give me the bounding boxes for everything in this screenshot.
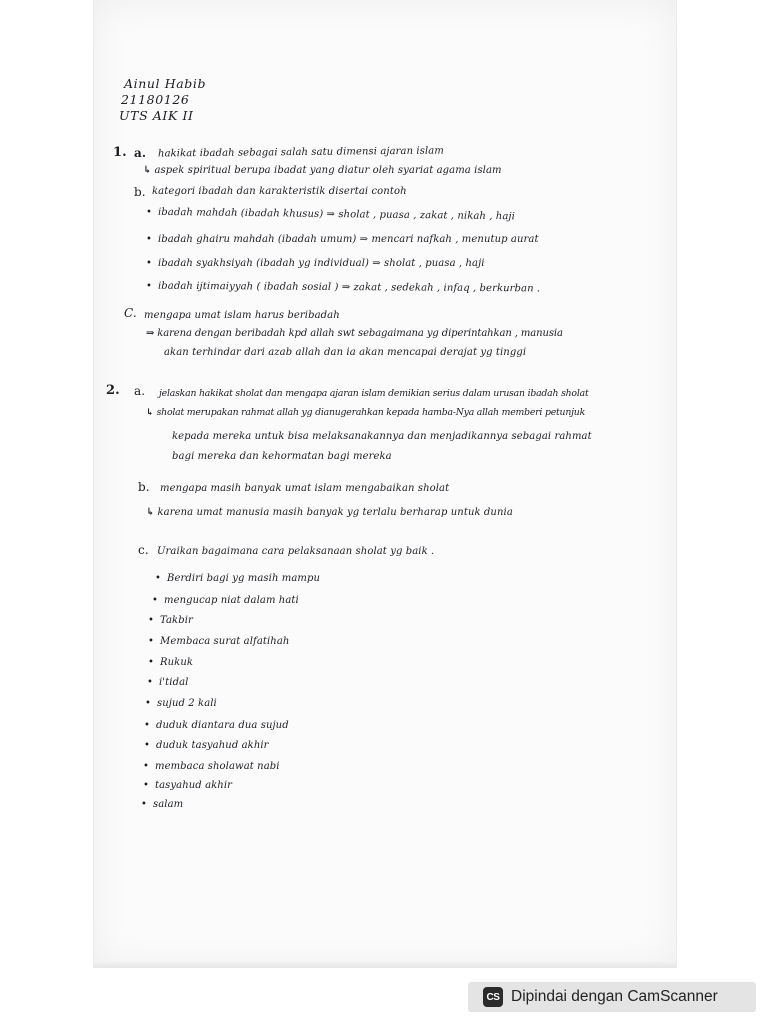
q2-a-answer-line-3: bagi mereka dan kehormatan bagi mereka bbox=[172, 451, 392, 462]
exam-title: UTS AIK II bbox=[119, 108, 194, 123]
q1-b-item: • ibadah syakhsiyah (ibadah yg individual) ⇒ sholat , puasa , haji bbox=[146, 257, 485, 271]
camscanner-logo-icon: CS bbox=[483, 987, 503, 1007]
q2-a-label: a. bbox=[134, 384, 146, 398]
q2-c-step: • Rukuk bbox=[148, 656, 193, 670]
q1-c-answer-line-2: akan terhindar dari azab allah dan ia akan mencapai derajat yg tinggi bbox=[164, 347, 527, 358]
q2-c-step: • tasyahud akhir bbox=[143, 779, 232, 793]
question-1-number: 1. bbox=[113, 145, 127, 160]
q2-a-answer-line-1: ↳ sholat merupakan rahmat allah yg dianugerahkan kepada hamba-Nya allah memberi petunjuk bbox=[146, 407, 586, 418]
q1-a-question: hakikat ibadah sebagai salah satu dimensi ajaran islam bbox=[157, 145, 444, 160]
q2-a-question: jelaskan hakikat sholat dan mengapa ajaran islam demikian serius dalam urusan ibadah sholat bbox=[159, 388, 589, 399]
q2-b-answer: ↳ karena umat manusia masih banyak yg terlalu berharap untuk dunia bbox=[146, 507, 513, 518]
student-name: Ainul Habib bbox=[124, 76, 207, 91]
q2-c-step: • salam bbox=[141, 798, 183, 812]
q1-b-label: b. bbox=[134, 185, 146, 199]
q2-b-question: mengapa masih banyak umat islam mengabaikan sholat bbox=[160, 483, 450, 494]
q1-c-answer-line-1: ⇒ karena dengan beribadah kpd allah swt sebagaimana yg diperintahkan , manusia bbox=[146, 328, 563, 339]
q2-a-answer-line-2: kepada mereka untuk bisa melaksanakannya dan menjadikannya sebagai rahmat bbox=[172, 431, 592, 442]
q2-c-step: • mengucap niat dalam hati bbox=[152, 594, 299, 608]
camscanner-label: Dipindai dengan CamScanner bbox=[511, 988, 718, 1005]
q2-c-question: Uraikan bagaimana cara pelaksanaan sholat yg baik . bbox=[157, 546, 435, 557]
camscanner-watermark bbox=[468, 982, 756, 1012]
q1-c-label: C. bbox=[124, 306, 137, 320]
q1-c-question: mengapa umat islam harus beribadah bbox=[144, 310, 340, 321]
q1-a-answer: ↳ aspek spiritual berupa ibadat yang diatur oleh syariat agama islam bbox=[143, 165, 502, 176]
q2-c-step: • duduk tasyahud akhir bbox=[144, 739, 269, 753]
question-2-number: 2. bbox=[106, 383, 120, 398]
q2-c-step: • sujud 2 kali bbox=[145, 697, 217, 711]
student-id: 21180126 bbox=[121, 92, 190, 107]
q2-c-label: c. bbox=[138, 543, 149, 557]
q2-c-step: • i'tidal bbox=[147, 676, 188, 690]
q2-c-step: • membaca sholawat nabi bbox=[143, 760, 280, 774]
q1-b-question: kategori ibadah dan karakteristik disertai contoh bbox=[152, 186, 407, 197]
q1-b-item: • ibadah mahdah (ibadah khusus) ⇒ sholat , puasa , zakat , nikah , haji bbox=[146, 206, 515, 225]
q2-c-step: • Takbir bbox=[148, 614, 193, 628]
q1-b-item: • ibadah ijtimaiyyah ( ibadah sosial ) ⇒ zakat , sedekah , infaq , berkurban . bbox=[146, 280, 540, 297]
q2-b-label: b. bbox=[138, 480, 150, 494]
q1-b-item: • ibadah ghairu mahdah (ibadah umum) ⇒ mencari nafkah , menutup aurat bbox=[146, 233, 539, 247]
q2-c-step: • Membaca surat alfatihah bbox=[148, 635, 289, 649]
q1-a-label: a. bbox=[134, 146, 147, 160]
q2-c-step: • duduk diantara dua sujud bbox=[144, 719, 289, 733]
q2-c-step: • Berdiri bagi yg masih mampu bbox=[155, 572, 320, 586]
